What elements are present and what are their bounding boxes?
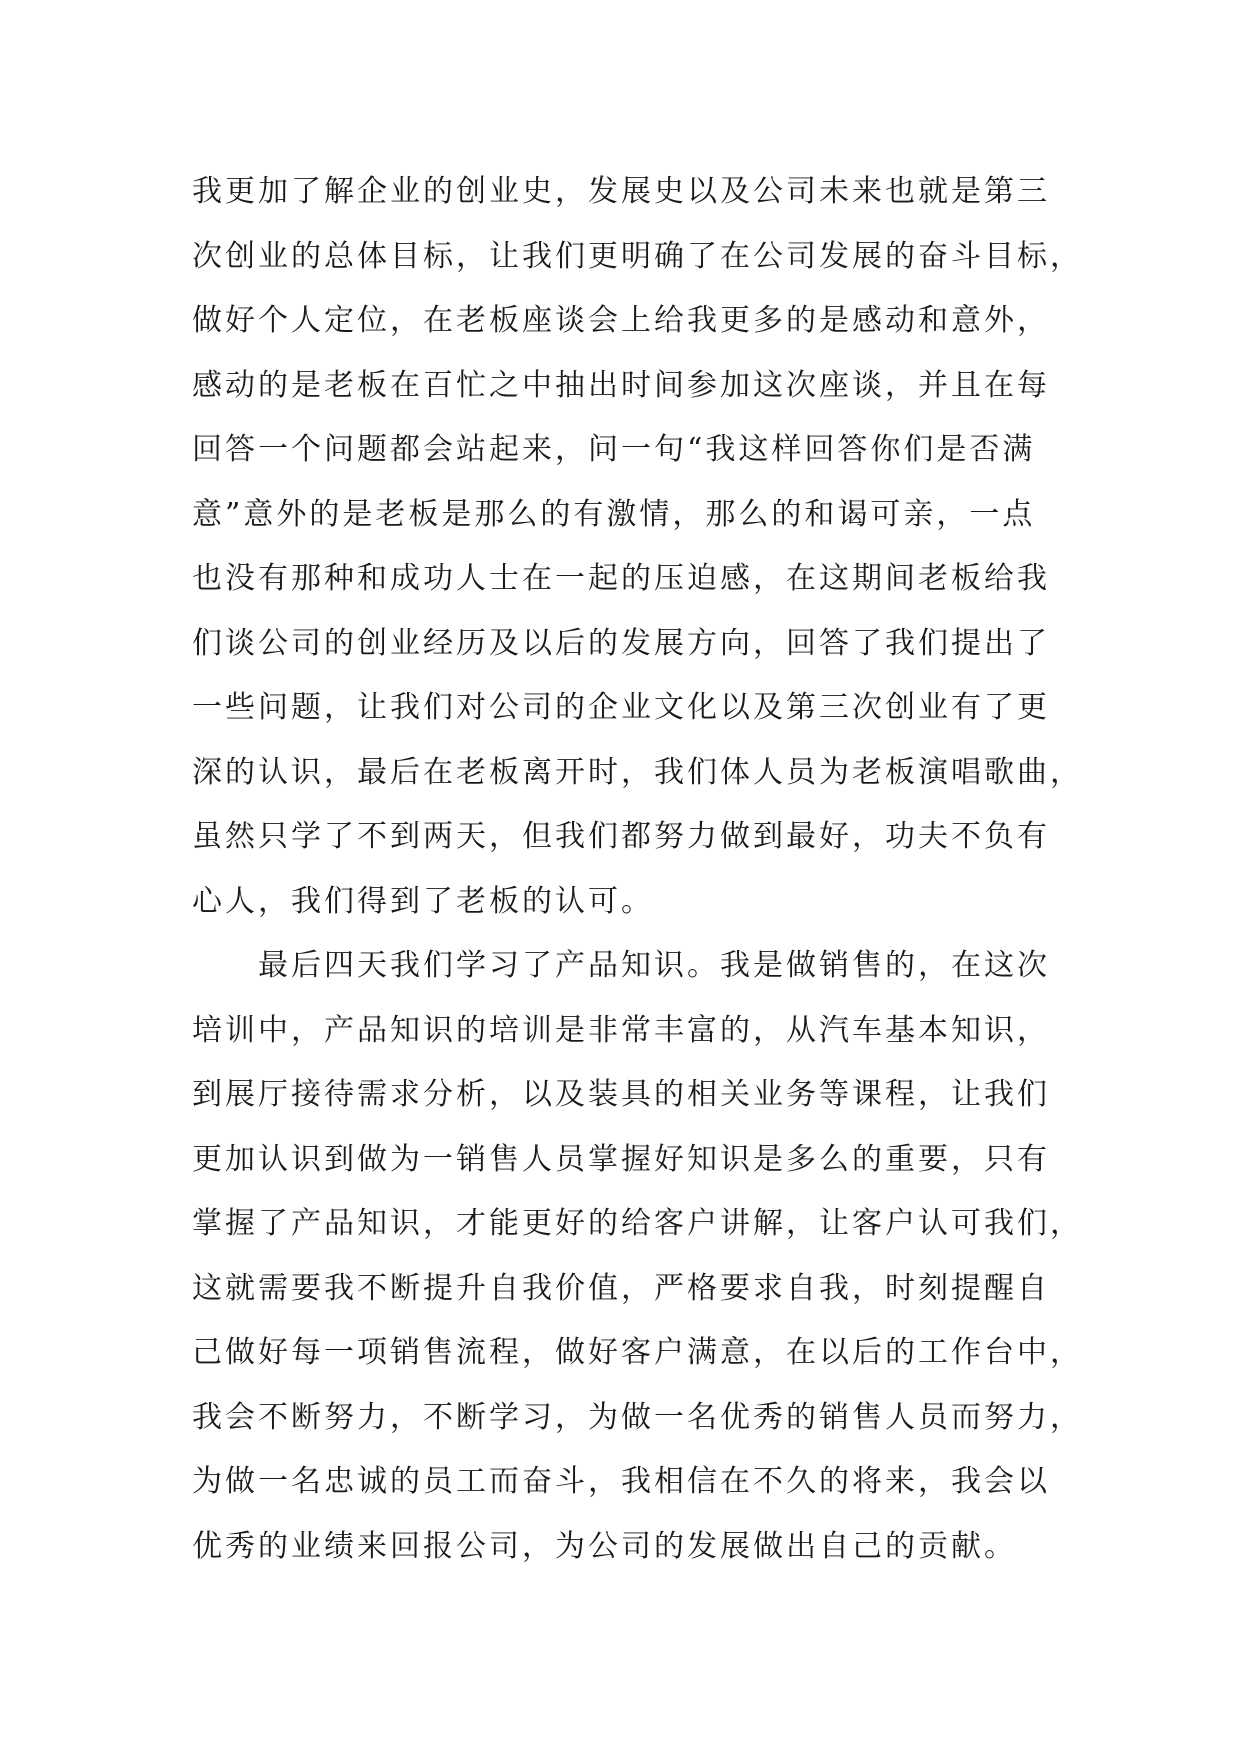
text-line: 我会不断努力，不断学习，为做一名优秀的销售人员而努力， [192,1399,1083,1435]
text-line: 们谈公司的创业经历及以后的发展方向，回答了我们提出了 [192,625,1050,661]
text-line: 这就需要我不断提升自我价值，严格要求自我，时刻提醒自 [192,1270,1050,1306]
text-line: 为做一名忠诚的员工而奋斗，我相信在不久的将来，我会以 [192,1464,1050,1499]
text-line: 也没有那种和成功人士在一起的压迫感，在这期间老板给我 [192,561,1050,596]
text-line: 我更加了解企业的创业史，发展史以及公司未来也就是第三 [192,174,1050,209]
text-line: 己做好每一项销售流程，做好客户满意，在以后的工作台中， [192,1335,1083,1370]
text-line: 一些问题，让我们对公司的企业文化以及第三次创业有了更 [192,690,1050,725]
body-text [192,160,1083,1579]
text-line: 深的认识，最后在老板离开时，我们体人员为老板演唱歌曲， [192,754,1083,790]
text-line: 掌握了产品知识，才能更好的给客户讲解，让客户认可我们， [192,1206,1083,1241]
text-line: 意”意外的是老板是那么的有激情，那么的和谒可亲，一点 [192,496,1036,532]
text-line: 虽然只学了不到两天，但我们都努力做到最好，功夫不负有 [192,819,1050,854]
text-line: 做好个人定位，在老板座谈会上给我更多的是感动和意外， [192,303,1050,338]
text-line: 感动的是老板在百忙之中抽出时间参加这次座谈，并且在每 [192,367,1050,403]
text-line: 心人，我们得到了老板的认可。 [192,883,654,919]
text-line: 培训中，产品知识的培训是非常丰富的，从汽车基本知识， [192,1012,1050,1048]
text-line: 优秀的业绩来回报公司，为公司的发展做出自己的贡献。 [192,1528,1017,1564]
text-line: 次创业的总体目标，让我们更明确了在公司发展的奋斗目标， [192,238,1083,274]
paragraph-first-line: 最后四天我们学习了产品知识。我是做销售的，在这次 [258,948,1050,983]
text-line: 更加认识到做为一销售人员掌握好知识是多么的重要，只有 [192,1141,1050,1177]
text-line: 到展厅接待需求分析，以及装具的相关业务等课程，让我们 [192,1077,1050,1112]
text-line: 回答一个问题都会站起来，问一句“我这样回答你们是否满 [192,432,1036,467]
